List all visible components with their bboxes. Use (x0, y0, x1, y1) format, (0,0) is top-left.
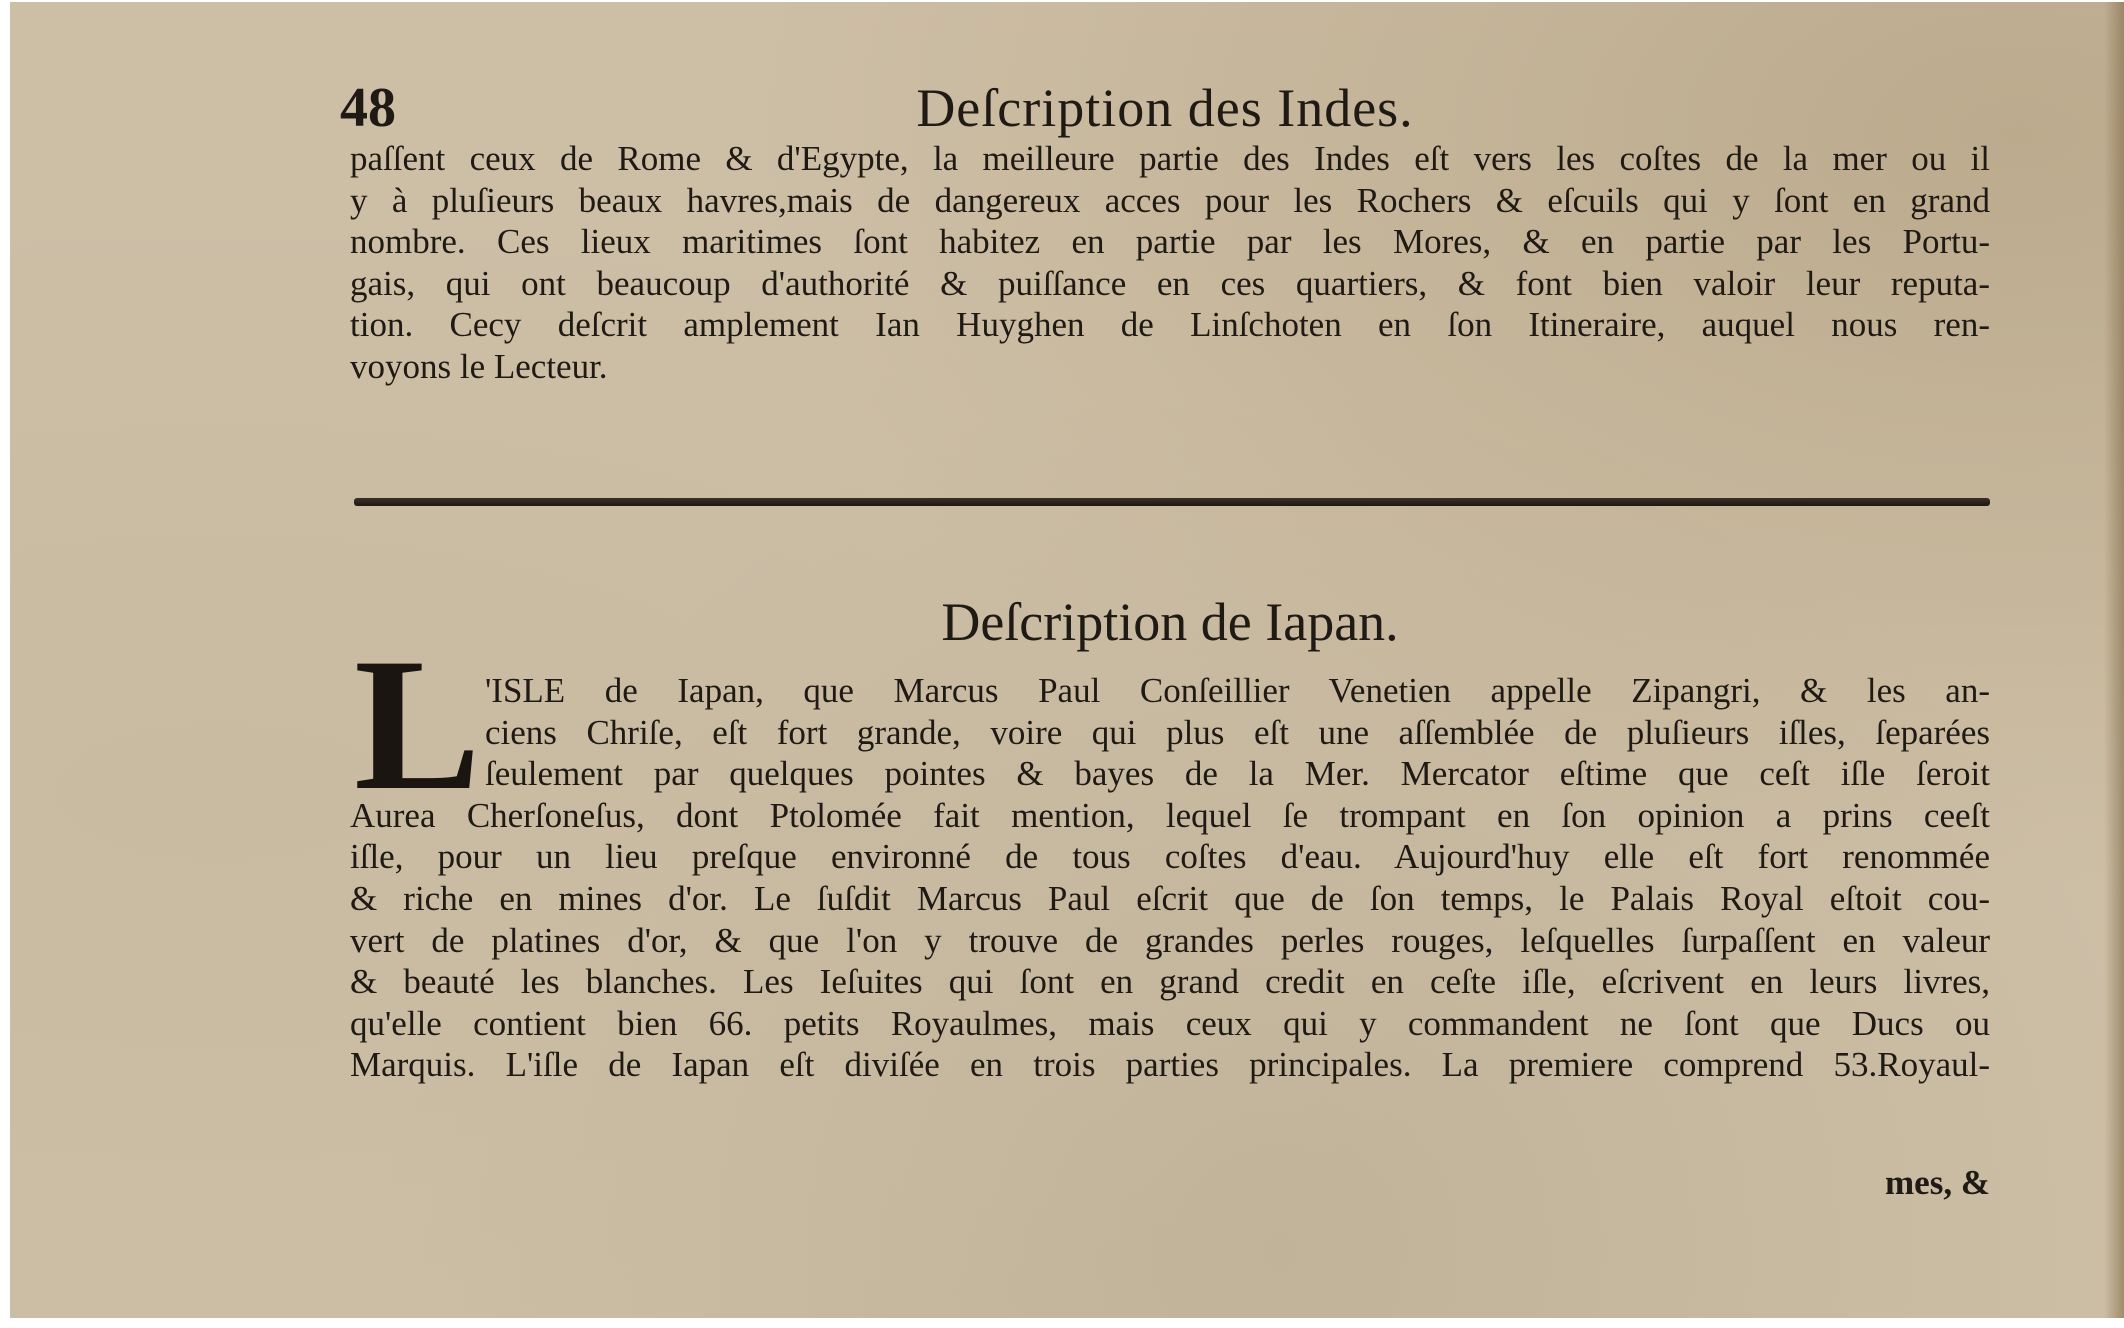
text-line: tion. Cecy deſcrit amplement Ian Huyghen de Linſchoten en ſon Itineraire, auquel nous ren- (350, 305, 1990, 345)
page-edge-shadow (2104, 2, 2124, 1318)
paragraph-indes-coasts (350, 138, 1990, 388)
text-line: ciens Chriſe, eſt fort grande, voire qui plus eſt une aſſemblée de pluſieurs iſles, ſeparées (485, 712, 1990, 752)
text-line: & beauté les blanches. Les Ieſuites qui ſont en grand credit en ceſte iſle, eſcrivent en leurs livres, (350, 962, 1990, 1002)
text-line: nombre. Ces lieux maritimes ſont habitez en partie par les Mores, & en partie par les Portu- (350, 222, 1990, 262)
running-head (340, 72, 1990, 144)
text-line: iſle, pour un lieu preſque environné de tous coſtes d'eau. Aujourd'huy elle eſt fort renommée (350, 837, 1990, 877)
page-number: 48 (340, 77, 396, 139)
paragraph-iapan (350, 670, 1990, 1086)
text-line: paſſent ceux de Rome & d'Egypte, la meilleure partie des Indes eſt vers les coſtes de la mer ou il (350, 139, 1990, 178)
text-line: 'ISLE de Iapan, que Marcus Paul Conſeillier Venetien appelle Zipangri, & les an- (485, 671, 1990, 710)
text-line: vert de platines d'or, & que l'on y trouve de grandes perles rouges, leſquelles ſurpaſſent en valeur (350, 920, 1990, 960)
text-line: qu'elle contient bien 66. petits Royaulmes, mais ceux qui y commandent ne ſont que Ducs ou (350, 1003, 1990, 1043)
text-line: gais, qui ont beaucoup d'authorité & puiſſance en ces quartiers, & font bien valoir leur reputa- (350, 263, 1990, 303)
text-line: & riche en mines d'or. Le ſuſdit Marcus Paul eſcrit que de ſon temps, le Palais Royal eſtoit cou- (350, 878, 1990, 918)
text-line: voyons le Lecteur. (350, 346, 608, 386)
text-line: y à pluſieurs beaux havres,mais de dangereux acces pour les Rochers & eſcuils qui y ſont en grand (350, 180, 1990, 220)
catchword: mes, & (1885, 1163, 1990, 1202)
text-line: Aurea Cherſoneſus, dont Ptolomée fait mention, lequel ſe trompant en ſon opinion a prins ceeſt (350, 795, 1990, 835)
section-title: Deſcription de Iapan. (941, 592, 1399, 652)
book-page (10, 2, 2124, 1318)
text-line: Marquis. L'iſle de Iapan eſt diviſée en trois parties principales. La premiere comprend 53.Royaul- (350, 1045, 1990, 1085)
drop-cap: L (354, 620, 481, 830)
horizontal-rule (354, 498, 1990, 506)
text-line: ſeulement par quelques pointes & bayes de la Mer. Mercator eſtime que ceſt iſle ſeroit (485, 754, 1990, 794)
running-title: Deſcription des Indes. (916, 78, 1414, 138)
